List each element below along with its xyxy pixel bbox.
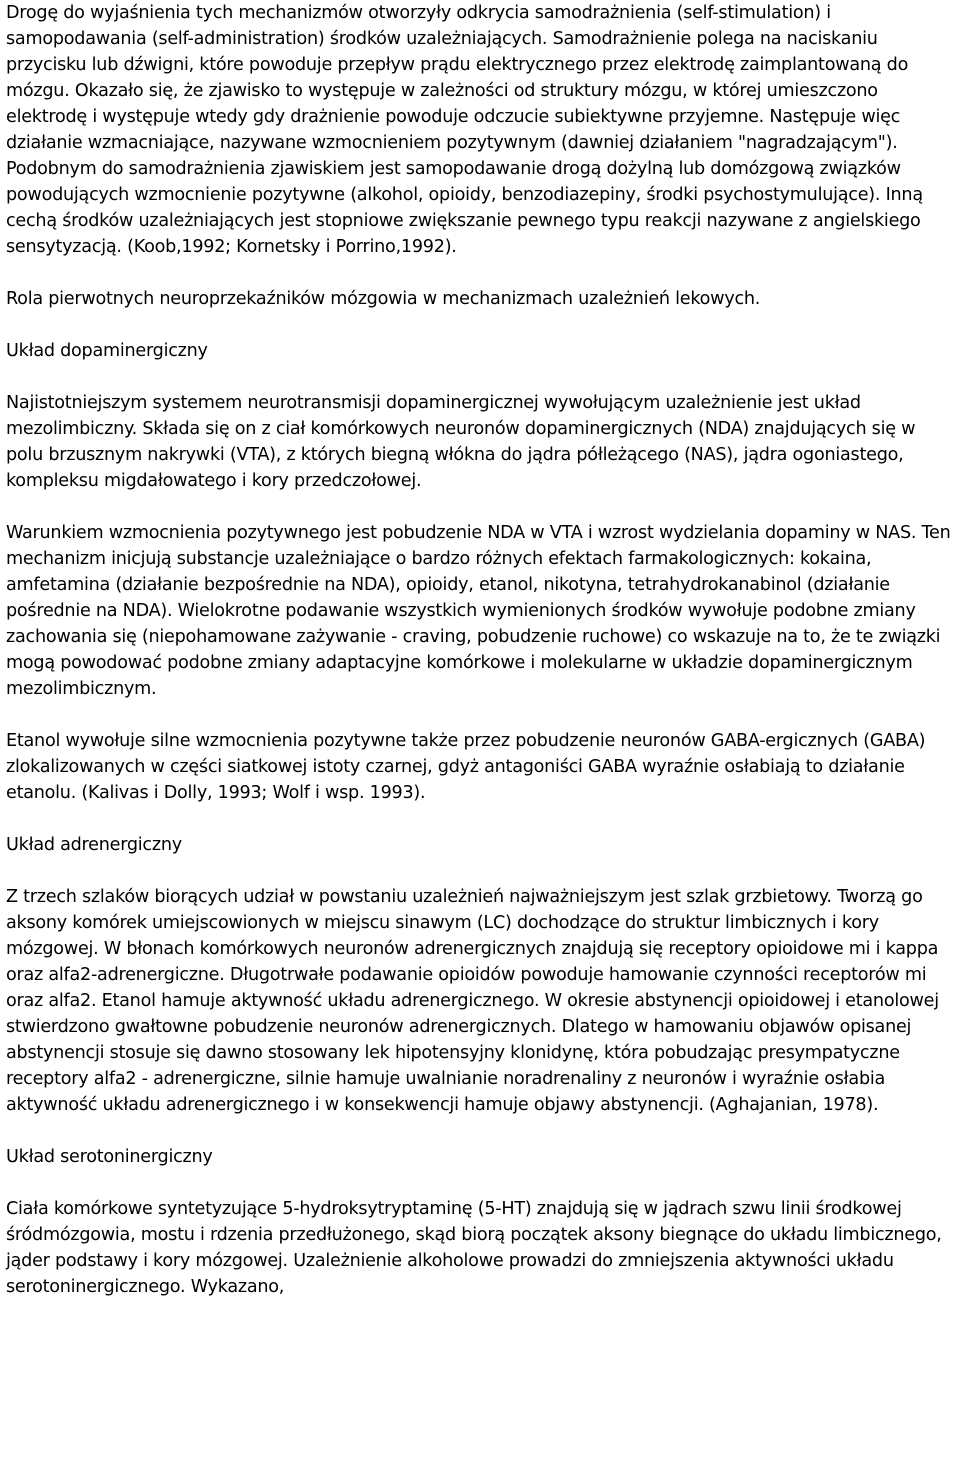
paragraph-spacer [6,1118,956,1144]
paragraph-spacer [6,858,956,884]
paragraph-spacer [6,260,956,286]
paragraph-positive-reinforcement: Warunkiem wzmocnienia pozytywnego jest pobudzenie NDA w VTA i wzrost wydzielania dopaminy w NAS. Ten mechanizm inicjują substancje uzależniające o bardzo różnych efektach farmakologicznych: kokaina, amfetamina (działanie bezpośrednie na NDA), opioidy, etanol, nikotyna, tetrahydrokanabinol (działanie pośrednie na NDA). Wielokrotne podawanie wszystkich wymienionych środków wywołuje podobne zmiany zachowania się (niepohamowane zażywanie - craving, pobudzenie ruchowe) co wskazuje na to, że te związki mogą powodować podobne zmiany adaptacyjne komórkowe i molekularne w układzie dopaminergicznym mezolimbicznym. [6,523,951,699]
section-heading-neurotransmitters: Rola pierwotnych neuroprzekaźników mózgowia w mechanizmach uzależnień lekowych. [6,289,761,309]
paragraph-spacer [6,702,956,728]
paragraph-serotonin-nuclei: Ciała komórkowe syntetyzujące 5-hydroksytryptaminę (5-HT) znajdują się w jądrach szwu linii środkowej śródmózgowia, mostu i rdzenia przedłużonego, skąd biorą początek aksony biegnące do układu limbicznego, jąder podstawy i kory mózgowej. Uzależnienie alkoholowe prowadzi do zmniejszenia aktywności układu serotoninergicznego. Wykazano, [6,1199,942,1297]
paragraph-spacer [6,1170,956,1196]
paragraph-mesolimbic-system: Najistotniejszym systemem neurotransmisji dopaminergicznej wywołującym uzależnienie jest układ mezolimbiczny. Składa się on z ciał komórkowych neuronów dopaminergicznych (NDA) znajdujących się w polu brzusznym nakrywki (VTA), z których biegną włókna do jądra półleżącego (NAS), jądra ogoniastego, kompleksu migdałowatego i kory przedczołowej. [6,393,916,491]
paragraph-spacer [6,312,956,338]
section-heading-dopaminergic: Układ dopaminergiczny [6,341,208,361]
document-page [6,0,956,1300]
paragraph-spacer [6,494,956,520]
paragraph-spacer [6,364,956,390]
paragraph-self-stimulation: Drogę do wyjaśnienia tych mechanizmów otworzyły odkrycia samodrażnienia (self-stimulation) i samopodawania (self-administration) środków uzależniających. Samodrażnienie polega na naciskaniu przycisku lub dźwigni, które powoduje przepływ prądu elektrycznego przez elektrodę zaimplantowaną do mózgu. Okazało się, że zjawisko to występuje w zależności od struktury mózgu, w której umieszczono elektrodę i występuje wtedy gdy drażnienie powoduje odczucie subiektywne przyjemne. Następuje więc działanie wzmacniające, nazywane wzmocnieniem pozytywnym (dawniej działaniem "nagradzającym"). Podobnym do samodrażnienia zjawiskiem jest samopodawanie drogą dożylną lub domózgową związków powodujących wzmocnienie pozytywne (alkohol, opioidy, benzodiazepiny, środki psychostymulujące). Inną cechą środków uzależniających jest stopniowe zwiększanie pewnego typu reakcji nazywane z angielskiego sensytyzacją. (Koob,1992; Kornetsky i Porrino,1992). [6,3,923,257]
section-heading-serotoninergic: Układ serotoninergiczny [6,1147,213,1167]
paragraph-ethanol-gaba: Etanol wywołuje silne wzmocnienia pozytywne także przez pobudzenie neuronów GABA-ergicznych (GABA) zlokalizowanych w części siatkowej istoty czarnej, gdyż antagoniści GABA wyraźnie osłabiają to działanie etanolu. (Kalivas i Dolly, 1993; Wolf i wsp. 1993). [6,731,926,803]
paragraph-spacer [6,806,956,832]
paragraph-adrenergic-pathways: Z trzech szlaków biorących udział w powstaniu uzależnień najważniejszym jest szlak grzbietowy. Tworzą go aksony komórek umiejscowionych w miejscu sinawym (LC) dochodzące do struktur limbicznych i kory mózgowej. W błonach komórkowych neuronów adrenergicznych znajdują się receptory opioidowe mi i kappa oraz alfa2-adrenergiczne. Długotrwałe podawanie opioidów powoduje hamowanie czynności receptorów mi oraz alfa2. Etanol hamuje aktywność układu adrenergicznego. W okresie abstynencji opioidowej i etanolowej stwierdzono gwałtowne pobudzenie neuronów adrenergicznych. Dlatego w hamowaniu objawów opisanej abstynencji stosuje się dawno stosowany lek hipotensyjny klonidynę, która pobudzając presympatyczne receptory alfa2 - adrenergiczne, silnie hamuje uwalnianie noradrenaliny z neuronów i wyraźnie osłabia aktywność układu adrenergicznego i w konsekwencji hamuje objawy abstynencji. (Aghajanian, 1978). [6,887,939,1115]
section-heading-adrenergic: Układ adrenergiczny [6,835,182,855]
